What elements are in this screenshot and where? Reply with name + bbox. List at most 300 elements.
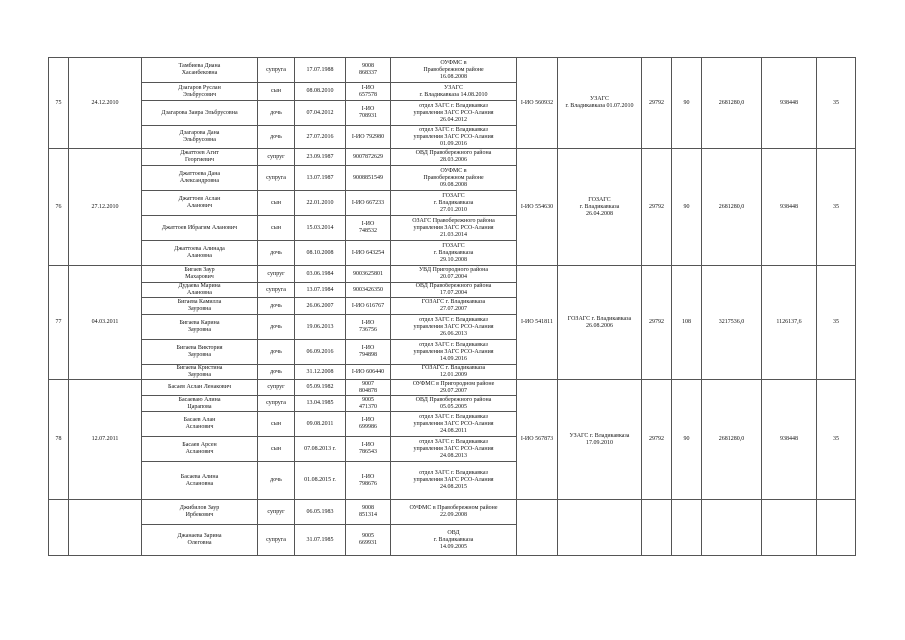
member-document-cell xyxy=(346,315,391,340)
member-document-cell-text: 9005 471370 xyxy=(359,396,377,410)
member-birthdate-cell xyxy=(295,437,346,462)
member-name-cell-text: Джанаева Зарина Олеговна xyxy=(177,533,222,546)
member-name-cell-text: Джаттоева Дана Александровна xyxy=(178,171,221,184)
member-birthdate-cell-text: 19.06.2013 xyxy=(306,323,334,330)
record-date-cell xyxy=(69,266,142,380)
member-relation-cell-text: супруг xyxy=(267,384,285,390)
member-issued-by-cell xyxy=(391,298,517,315)
member-birthdate-cell xyxy=(295,315,346,340)
member-name-cell xyxy=(142,241,258,266)
member-document-cell xyxy=(346,216,391,241)
member-document-cell-text: I-ИО 736756 xyxy=(359,320,377,333)
member-relation-cell-text: сын xyxy=(271,445,281,452)
record-date-cell-text: 24.12.2010 xyxy=(91,99,119,106)
member-name-cell xyxy=(142,380,258,396)
member-name-cell xyxy=(142,462,258,500)
member-document-cell xyxy=(346,380,391,396)
member-birthdate-cell xyxy=(295,126,346,149)
member-birthdate-cell-text: 01.08.2015 г. xyxy=(304,477,336,483)
member-birthdate-cell xyxy=(295,101,346,126)
certificate-number-cell xyxy=(517,149,558,266)
record-date-cell-text: 12.07.2011 xyxy=(91,436,119,442)
member-document-cell xyxy=(346,149,391,166)
member-issued-by-cell xyxy=(391,437,517,462)
certificate-number-cell xyxy=(517,500,558,556)
member-birthdate-cell-text: 17.07.1988 xyxy=(306,66,334,73)
value-column-5-cell xyxy=(817,58,856,149)
member-issued-by-cell xyxy=(391,241,517,266)
member-birthdate-cell-text: 07.08.2013 г. xyxy=(304,445,336,452)
value-column-4-cell-text: 1126137,6 xyxy=(776,319,802,325)
member-name-cell xyxy=(142,126,258,149)
record-number-cell xyxy=(49,149,69,266)
member-name-cell xyxy=(142,101,258,126)
member-name-cell-text: Бигаев Заур Махарович xyxy=(184,267,215,280)
member-birthdate-cell-text: 27.07.2016 xyxy=(306,133,334,140)
value-column-5-cell-text: 35 xyxy=(833,203,839,210)
member-document-cell xyxy=(346,500,391,525)
member-document-cell xyxy=(346,166,391,191)
member-birthdate-cell-text: 09.08.2011 xyxy=(306,420,334,427)
record-date-cell xyxy=(69,149,142,266)
member-document-cell xyxy=(346,340,391,365)
value-column-4-cell xyxy=(762,149,817,266)
member-birthdate-cell-text: 15.03.2014 xyxy=(306,224,334,231)
member-relation-cell-text: сын xyxy=(271,420,281,427)
value-column-3-cell-text: 3217536,0 xyxy=(718,319,745,325)
member-name-cell xyxy=(142,340,258,365)
member-birthdate-cell xyxy=(295,525,346,556)
member-name-cell-text: Джаттоева Алинада Алановна xyxy=(174,246,225,259)
member-document-cell xyxy=(346,412,391,437)
member-birthdate-cell-text: 06.05.1983 xyxy=(306,508,334,515)
member-birthdate-cell xyxy=(295,191,346,216)
value-column-3-cell xyxy=(702,149,762,266)
member-name-cell xyxy=(142,83,258,101)
member-relation-cell-text: дочь xyxy=(270,249,282,256)
member-issued-by-cell-text: ОУФМС в Правобережном районе 09.08.2008 xyxy=(423,167,484,188)
member-relation-cell xyxy=(258,365,295,380)
member-issued-by-cell xyxy=(391,149,517,166)
member-document-cell xyxy=(346,437,391,462)
value-column-4-cell xyxy=(762,58,817,149)
member-birthdate-cell xyxy=(295,83,346,101)
member-document-cell-text: 9003426350 xyxy=(353,286,383,293)
member-birthdate-cell-text: 31.07.1985 xyxy=(306,536,334,543)
member-name-cell xyxy=(142,525,258,556)
member-issued-by-cell-text: ОЗАГС Правобережного района управления ЗАГС РСО-Алания 21.03.2014 xyxy=(412,217,495,238)
member-name-cell-text: Бигаева Камилла Зауровна xyxy=(177,299,222,312)
value-column-2-cell xyxy=(672,149,702,266)
certificate-number-cell-text: I-ИО 541811 xyxy=(521,319,553,325)
record-date-cell xyxy=(69,58,142,149)
value-column-1-cell xyxy=(642,380,672,500)
certificate-issuer-cell xyxy=(558,500,642,556)
member-relation-cell xyxy=(258,216,295,241)
table-row xyxy=(49,266,856,283)
certificate-issuer-cell xyxy=(558,266,642,380)
member-name-cell-text: Басаев Арсен Асланович xyxy=(182,442,217,455)
member-name-cell-text: Бигаева Карина Зауровна xyxy=(179,320,220,333)
member-issued-by-cell xyxy=(391,396,517,412)
value-column-1-cell xyxy=(642,58,672,149)
member-issued-by-cell xyxy=(391,380,517,396)
member-issued-by-cell-text: ГОЗАГС г. Владикавказа 29.10.2008 xyxy=(433,242,474,263)
record-number-cell-text: 76 xyxy=(55,203,62,210)
member-issued-by-cell-text: ГОЗАГС г. Владикавказа 27.07.2007 xyxy=(421,299,486,312)
member-birthdate-cell xyxy=(295,500,346,525)
member-name-cell-text: Басаев Алан Асланович xyxy=(183,417,216,430)
value-column-2-cell xyxy=(672,266,702,380)
record-number-cell xyxy=(49,266,69,380)
member-issued-by-cell xyxy=(391,166,517,191)
value-column-4-cell xyxy=(762,380,817,500)
member-relation-cell xyxy=(258,126,295,149)
member-birthdate-cell xyxy=(295,216,346,241)
member-document-cell-text: I-ИО 708931 xyxy=(359,106,377,119)
certificate-issuer-cell xyxy=(558,380,642,500)
member-birthdate-cell-text: 05.09.1982 xyxy=(306,384,334,390)
member-issued-by-cell-text: отдел ЗАГС г. Владикавказ управления ЗАГС РСО-Алания 24.08.2015 xyxy=(413,470,494,490)
value-column-3-cell xyxy=(702,266,762,380)
value-column-5-cell xyxy=(817,500,856,556)
value-column-4-cell xyxy=(762,266,817,380)
member-birthdate-cell xyxy=(295,283,346,298)
member-issued-by-cell xyxy=(391,216,517,241)
member-name-cell-text: Джаттоев Аслан Аланович xyxy=(178,196,221,209)
value-column-1-cell-text: 29792 xyxy=(649,319,664,325)
record-number-cell xyxy=(49,500,69,556)
table-row xyxy=(49,149,856,166)
member-document-cell xyxy=(346,365,391,380)
value-column-2-cell-text: 108 xyxy=(682,319,691,325)
member-relation-cell-text: сын xyxy=(271,199,281,206)
member-relation-cell-text: дочь xyxy=(270,302,282,309)
member-issued-by-cell-text: ОУФМС в Правобережном районе 16.08.2008 xyxy=(423,59,484,80)
member-relation-cell xyxy=(258,380,295,396)
member-issued-by-cell-text: УЗАГС г. Владикавказа 14.08.2010 xyxy=(419,84,488,98)
value-column-5-cell xyxy=(817,380,856,500)
member-name-cell-text: Басаева Алина Аслановна xyxy=(180,473,219,487)
value-column-5-cell-text: 35 xyxy=(833,436,839,442)
member-document-cell xyxy=(346,396,391,412)
member-document-cell-text: 9003625801 xyxy=(353,270,383,277)
member-document-cell xyxy=(346,191,391,216)
member-name-cell-text: Басаеваю Алина Царапова xyxy=(178,396,221,410)
member-relation-cell xyxy=(258,83,295,101)
member-issued-by-cell-text: отдел ЗАГС г. Владикавказ управления ЗАГС РСО-Алания 01.09.2016 xyxy=(413,126,494,147)
member-birthdate-cell xyxy=(295,340,346,365)
member-document-cell-text: I-ИО 657578 xyxy=(359,84,377,98)
member-document-cell-text: I-ИО 786543 xyxy=(359,442,377,455)
member-document-cell-text: I-ИО 699986 xyxy=(359,417,377,430)
member-document-cell-text: 9008851549 xyxy=(353,174,383,181)
value-column-2-cell xyxy=(672,380,702,500)
member-name-cell xyxy=(142,365,258,380)
member-relation-cell xyxy=(258,266,295,283)
member-birthdate-cell-text: 23.09.1987 xyxy=(306,153,334,160)
member-name-cell-text: Бигаева Кристина Зауровна xyxy=(176,365,223,378)
member-relation-cell xyxy=(258,58,295,83)
member-name-cell xyxy=(142,437,258,462)
member-birthdate-cell-text: 08.10.2008 xyxy=(306,249,334,256)
value-column-3-cell xyxy=(702,500,762,556)
member-issued-by-cell-text: отдел ЗАГС г. Владикавказ управления ЗАГС РСО-Алания 24.08.2013 xyxy=(413,438,494,459)
certificate-number-cell xyxy=(517,58,558,149)
member-birthdate-cell xyxy=(295,365,346,380)
member-document-cell-text: 9005 669931 xyxy=(359,533,377,546)
member-name-cell xyxy=(142,191,258,216)
value-column-3-cell xyxy=(702,58,762,149)
member-birthdate-cell-text: 13.07.1984 xyxy=(306,286,334,293)
value-column-1-cell xyxy=(642,500,672,556)
certificate-issuer-cell xyxy=(558,149,642,266)
certificate-issuer-cell-text: ГОЗАГС г. Владикавказа 26.08.2006 xyxy=(567,315,632,329)
member-name-cell xyxy=(142,266,258,283)
member-name-cell-text: Дзагарова Дана Эльбрусовна xyxy=(179,130,220,143)
member-document-cell xyxy=(346,283,391,298)
member-name-cell xyxy=(142,315,258,340)
member-document-cell xyxy=(346,83,391,101)
member-document-cell xyxy=(346,241,391,266)
member-issued-by-cell xyxy=(391,58,517,83)
member-document-cell-text: I-ИО 643254 xyxy=(351,249,385,256)
value-column-3-cell-text: 2681280,0 xyxy=(718,99,745,106)
value-column-1-cell-text: 29792 xyxy=(649,99,664,106)
member-relation-cell-text: супруг xyxy=(267,270,285,277)
member-relation-cell-text: супруг xyxy=(267,153,285,160)
value-column-2-cell xyxy=(672,58,702,149)
member-document-cell xyxy=(346,462,391,500)
value-column-5-cell xyxy=(817,266,856,380)
value-column-3-cell xyxy=(702,380,762,500)
member-document-cell-text: I-ИО 792980 xyxy=(351,133,385,140)
member-document-cell xyxy=(346,126,391,149)
member-issued-by-cell-text: УВД Пригородного района 20.07.2004 xyxy=(418,267,489,280)
member-issued-by-cell-text: отдел ЗАГС г. Владикавказ управления ЗАГС РСО-Алания 26.06.2013 xyxy=(413,316,494,337)
member-relation-cell xyxy=(258,462,295,500)
member-document-cell-text: I-ИО 667233 xyxy=(351,199,385,206)
member-document-cell-text: I-ИО 606440 xyxy=(351,368,385,375)
member-name-cell-text: Джаттоев Агит Георгиевич xyxy=(180,150,219,163)
certificate-issuer-cell xyxy=(558,58,642,149)
member-issued-by-cell xyxy=(391,365,517,380)
member-issued-by-cell-text: ГОЗАГС г. Владикавказа 12.01.2009 xyxy=(421,365,486,378)
member-document-cell-text: I-ИО 748532 xyxy=(359,221,377,234)
member-issued-by-cell-text: ОВД Правобережного района 28.03.2006 xyxy=(415,150,492,163)
value-column-5-cell-text: 35 xyxy=(833,319,839,325)
member-issued-by-cell xyxy=(391,525,517,556)
member-birthdate-cell xyxy=(295,241,346,266)
member-issued-by-cell-text: ОУФМС в Правобережном районе 22.09.2008 xyxy=(409,505,498,518)
member-relation-cell-text: супруга xyxy=(266,536,286,543)
member-birthdate-cell xyxy=(295,266,346,283)
value-column-2-cell xyxy=(672,500,702,556)
member-relation-cell-text: супруга xyxy=(266,174,286,181)
member-relation-cell xyxy=(258,396,295,412)
member-name-cell xyxy=(142,396,258,412)
member-birthdate-cell xyxy=(295,380,346,396)
member-birthdate-cell xyxy=(295,396,346,412)
member-birthdate-cell xyxy=(295,166,346,191)
member-relation-cell-text: дочь xyxy=(270,348,282,355)
member-birthdate-cell-text: 13.04.1985 xyxy=(306,400,334,406)
table-row xyxy=(49,380,856,396)
record-number-cell-text: 78 xyxy=(55,436,62,442)
value-column-2-cell-text: 90 xyxy=(683,99,690,106)
member-relation-cell-text: сын xyxy=(271,88,281,94)
certificate-number-cell xyxy=(517,266,558,380)
member-relation-cell xyxy=(258,191,295,216)
table-row xyxy=(49,500,856,525)
member-document-cell xyxy=(346,58,391,83)
member-name-cell-text: Джибилов Заур Ирбекович xyxy=(179,505,220,518)
value-column-4-cell-text: 938448 xyxy=(780,436,798,442)
member-issued-by-cell-text: ГОЗАГС г. Владикавказа 27.01.2010 xyxy=(433,192,474,213)
member-issued-by-cell-text: отдел ЗАГС г. Владикавказ управления ЗАГС РСО-Алания 14.09.2016 xyxy=(413,341,494,362)
member-issued-by-cell xyxy=(391,83,517,101)
member-birthdate-cell xyxy=(295,298,346,315)
certificate-issuer-cell-text: УЗАГС г. Владикавказа 01.07.2010 xyxy=(565,96,634,109)
member-birthdate-cell-text: 31.12.2008 xyxy=(306,368,334,375)
member-issued-by-cell xyxy=(391,462,517,500)
member-relation-cell xyxy=(258,525,295,556)
record-date-cell-text: 04.03.2011 xyxy=(91,319,119,325)
member-name-cell-text: Бигаева Виктория Зауровна xyxy=(176,345,223,358)
member-name-cell-text: Тамбиева Диана Хасанбековна xyxy=(178,63,221,76)
member-relation-cell xyxy=(258,283,295,298)
member-issued-by-cell-text: ОВД г. Владикавказа 14.09.2005 xyxy=(433,529,474,550)
member-birthdate-cell-text: 26.06.2007 xyxy=(306,302,334,309)
value-column-4-cell-text: 938448 xyxy=(780,203,798,210)
certificate-number-cell xyxy=(517,380,558,500)
member-relation-cell-text: дочь xyxy=(270,109,282,116)
member-relation-cell xyxy=(258,340,295,365)
member-birthdate-cell xyxy=(295,149,346,166)
value-column-5-cell xyxy=(817,149,856,266)
member-relation-cell-text: супруга xyxy=(266,286,286,293)
member-document-cell-text: 9007872629 xyxy=(353,153,383,160)
member-issued-by-cell-text: отдел ЗАГС г. Владикавказ управления ЗАГС РСО-Алания 24.08.2011 xyxy=(413,413,494,434)
value-column-4-cell-text: 938448 xyxy=(780,99,798,106)
member-issued-by-cell-text: ОВД Правобережного района 17.07.2004 xyxy=(415,283,492,296)
value-column-2-cell-text: 90 xyxy=(683,203,690,210)
value-column-4-cell xyxy=(762,500,817,556)
member-relation-cell-text: супруга xyxy=(266,66,286,73)
value-column-1-cell-text: 29792 xyxy=(649,436,664,442)
member-document-cell xyxy=(346,298,391,315)
record-date-cell xyxy=(69,500,142,556)
member-birthdate-cell-text: 08.08.2010 xyxy=(306,88,334,94)
member-birthdate-cell-text: 06.09.2016 xyxy=(306,348,334,355)
member-relation-cell-text: дочь xyxy=(270,477,282,483)
record-number-cell-text: 75 xyxy=(55,99,62,106)
member-relation-cell xyxy=(258,241,295,266)
member-issued-by-cell xyxy=(391,412,517,437)
member-name-cell xyxy=(142,216,258,241)
member-name-cell xyxy=(142,500,258,525)
member-relation-cell xyxy=(258,437,295,462)
member-relation-cell xyxy=(258,166,295,191)
member-issued-by-cell xyxy=(391,126,517,149)
member-issued-by-cell xyxy=(391,283,517,298)
member-name-cell xyxy=(142,149,258,166)
member-issued-by-cell xyxy=(391,340,517,365)
member-name-cell-text: Басаев Аслан Ленакович xyxy=(168,384,231,390)
member-relation-cell-text: супруга xyxy=(266,400,286,406)
member-relation-cell xyxy=(258,149,295,166)
member-document-cell-text: 9008 868337 xyxy=(359,63,377,76)
value-column-3-cell-text: 2681280,0 xyxy=(718,436,745,442)
member-name-cell-text: Дзагарова Заира Эльбрусовна xyxy=(161,109,238,116)
member-issued-by-cell xyxy=(391,266,517,283)
member-relation-cell xyxy=(258,101,295,126)
value-column-5-cell-text: 35 xyxy=(833,99,839,106)
member-birthdate-cell-text: 13.07.1987 xyxy=(306,174,334,181)
member-name-cell-text: Дудаева Марина Алановна xyxy=(178,283,221,296)
member-issued-by-cell xyxy=(391,500,517,525)
certificate-number-cell-text: I-ИО 560932 xyxy=(520,99,554,106)
member-relation-cell-text: дочь xyxy=(270,323,282,330)
member-relation-cell xyxy=(258,412,295,437)
table-row xyxy=(49,58,856,83)
member-issued-by-cell xyxy=(391,315,517,340)
member-document-cell-text: I-ИО 798676 xyxy=(359,473,377,487)
register-table xyxy=(48,57,856,556)
record-number-cell xyxy=(49,58,69,149)
member-birthdate-cell-text: 07.04.2012 xyxy=(306,109,334,116)
record-number-cell xyxy=(49,380,69,500)
value-column-3-cell-text: 2681280,0 xyxy=(718,203,745,210)
member-relation-cell xyxy=(258,298,295,315)
member-relation-cell xyxy=(258,315,295,340)
certificate-number-cell-text: I-ИО 567873 xyxy=(520,436,554,442)
value-column-2-cell-text: 90 xyxy=(683,436,690,442)
member-relation-cell-text: дочь xyxy=(270,133,282,140)
member-issued-by-cell xyxy=(391,101,517,126)
member-relation-cell-text: сын xyxy=(271,224,281,231)
member-birthdate-cell xyxy=(295,58,346,83)
value-column-1-cell xyxy=(642,266,672,380)
member-relation-cell-text: дочь xyxy=(270,368,282,375)
member-issued-by-cell-text: отдел ЗАГС г. Владикавказ управления ЗАГС РСО-Алания 26.04.2012 xyxy=(413,102,494,123)
value-column-1-cell-text: 29792 xyxy=(649,203,664,210)
member-name-cell xyxy=(142,58,258,83)
member-name-cell xyxy=(142,283,258,298)
record-date-cell xyxy=(69,380,142,500)
certificate-issuer-cell-text: УЗАГС г. Владикавказа 17.09.2010 xyxy=(569,432,630,446)
member-name-cell-text: Джаттоев Ибрагим Аланович xyxy=(161,224,238,231)
certificate-number-cell-text: I-ИО 554630 xyxy=(520,203,554,210)
member-name-cell-text: Дзагаров Руслан Эльбрусович xyxy=(178,84,221,98)
member-document-cell-text: I-ИО 794898 xyxy=(359,345,377,358)
member-name-cell xyxy=(142,412,258,437)
value-column-1-cell xyxy=(642,149,672,266)
member-name-cell xyxy=(142,298,258,315)
member-birthdate-cell xyxy=(295,412,346,437)
member-document-cell-text: I-ИО 616767 xyxy=(351,302,385,309)
member-document-cell xyxy=(346,101,391,126)
member-name-cell xyxy=(142,166,258,191)
member-document-cell xyxy=(346,266,391,283)
member-birthdate-cell-text: 03.06.1984 xyxy=(306,270,334,277)
member-issued-by-cell-text: ОУФМС в Пригородном районе 29.07.2007 xyxy=(412,380,495,394)
member-document-cell xyxy=(346,525,391,556)
member-birthdate-cell-text: 22.01.2010 xyxy=(306,199,334,206)
certificate-issuer-cell-text: ГОЗАГС г. Владикавказа 26.04.2008 xyxy=(579,196,620,217)
member-issued-by-cell-text: ОВД Правобережного района 05.05.2005 xyxy=(415,396,492,410)
record-number-cell-text: 77 xyxy=(55,319,62,325)
